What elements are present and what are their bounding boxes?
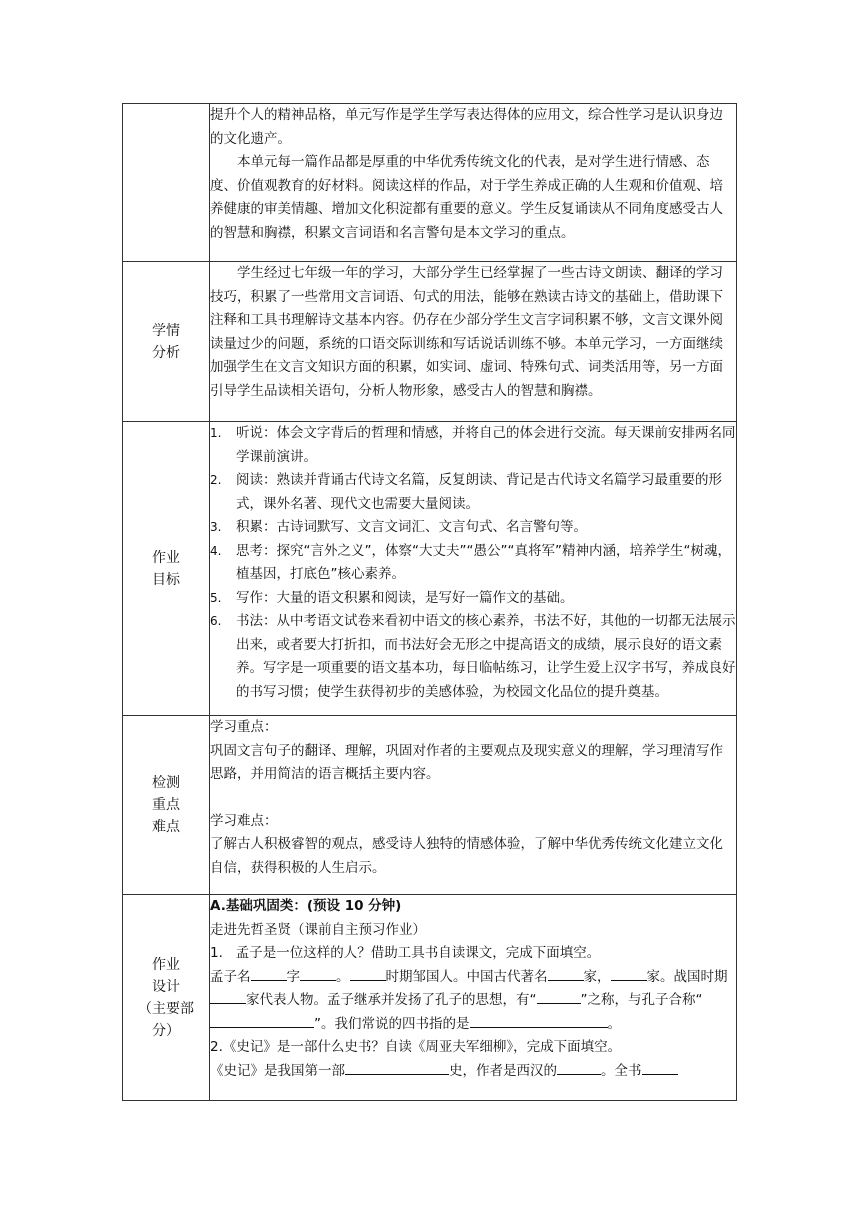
student-analysis-label: 学情 分析 (123, 262, 210, 422)
goal-item-1: 1. 听说：体会文字背后的哲理和情感，并将自己的体会进行交流。每天课前安排两名同学课前演讲。 (210, 425, 736, 465)
question-1-fill: 孟子名 字 。 时期邹国人。中国古代著名 家， 家。战国时期家代表人物。孟子继承并发扬了孔子的思想，有“ ”之称，与孔子合称“”。我们常说的四书指的是 。 (210, 966, 736, 1037)
fill-blank[interactable] (470, 1013, 608, 1028)
fill-blank[interactable] (210, 989, 246, 1004)
focus-title: 学习重点： (210, 719, 278, 735)
homework-design-row (123, 895, 737, 1101)
lesson-plan-table (122, 103, 737, 1101)
unit-intro-paragraph-1: 提升个人的精神品格，单元写作是学生学写表达得体的应用文，综合性学习是认识身边的文化遗产。 (210, 107, 723, 147)
fill-blank[interactable] (300, 966, 336, 981)
question-2-fill: 《史记》是我国第一部 史，作者是西汉的 。全书 (210, 1060, 736, 1084)
unit-intro-row (123, 104, 737, 262)
student-analysis-cell (210, 262, 737, 422)
fill-blank[interactable] (611, 966, 647, 981)
unit-intro-cell (210, 104, 737, 262)
fill-blank[interactable] (548, 966, 584, 981)
goal-item-4: 4. 思考：探究“言外之义”，体察“大丈夫”“愚公”“真将军”精神内涵，培养学生“树魂，植基因，打底色”核心素养。 (210, 542, 731, 582)
homework-design-cell (210, 895, 737, 1101)
difficulty-text: 了解古人积极睿智的观点，感受诗人独特的情感体验，了解中华优秀传统文化建立文化自信，获得积极的人生启示。 (210, 836, 723, 876)
goal-item-5: 5. 写作：大量的语文积累和阅读，是写好一篇作文的基础。 (210, 589, 574, 606)
key-points-cell (210, 716, 737, 895)
focus-text: 巩固文言句子的翻译、理解，巩固对作者的主要观点及现实意义的理解，学习理清写作思路，并用简洁的语言概括主要内容。 (210, 742, 723, 782)
student-analysis-text: 学生经过七年级一年的学习，大部分学生已经掌握了一些古诗文朗读、翻译的学习技巧，积累了一些常用文言词语、句式的用法，能够在熟读古诗文的基础上，借助课下注释和工具书理解诗文基本内容。仍存在少部分学生文言字词积累不够，文言文课外阅读量过少的问题，系统的口语交际训练和写话说话训练不够。本单元学习，一方面继续加强学生在文言文知识方面的积累，如实词、虚词、特殊句式、词类活用等，另一方面引导学生品读相关语句，分析人物形象，感受古人的智慧和胸襟。 (210, 265, 723, 399)
goal-item-6: 6. 书法：从中考语文试卷来看初中语文的核心素养，书法不好，其他的一切都无法展示出来，或者要大打折扣，而书法好会无形之中提高语文的成绩，展示良好的语文素养。写字是一项重要的语文基本功，每日临帖练习，让学生爱上汉字书写，养成良好的书写习惯；使学生获得初步的美感体验，为校园文化品位的提升奠基。 (210, 613, 736, 700)
homework-goals-label: 作业 目标 (123, 422, 210, 716)
fill-blank[interactable] (345, 1060, 449, 1075)
question-1-title: 1. 孟子是一位这样的人？借助工具书自读课文，完成下面填空。 (210, 945, 601, 961)
goal-item-2: 2. 阅读：熟读并背诵古代诗文名篇，反复朗读、背记是古代诗文名篇学习最重要的形式，课外名著、现代文也需要大量阅读。 (210, 472, 722, 512)
homework-goals-cell (210, 422, 737, 716)
homework-goals-list (210, 422, 736, 704)
unit-intro-label-cell (123, 104, 210, 262)
fill-blank[interactable] (537, 989, 581, 1004)
fill-blank[interactable] (350, 966, 386, 981)
unit-intro-paragraph-2: 本单元每一篇作品都是厚重的中华优秀传统文化的代表，是对学生进行情感、态度、价值观教育的好材料。阅读这样的作品，对于学生养成正确的人生观和价值观、培养健康的审美情趣、增加文化积淀都有重要的意义。学生反复诵读从不同角度感受古人的智慧和胸襟，积累文言词语和名言警句是本文学习的重点。 (210, 154, 723, 241)
student-analysis-row (123, 262, 737, 422)
fill-blank[interactable] (210, 1013, 314, 1028)
fill-blank[interactable] (642, 1060, 678, 1075)
fill-blank[interactable] (251, 966, 287, 981)
homework-goals-row (123, 422, 737, 716)
fill-blank[interactable] (557, 1060, 601, 1075)
section-subtitle: 走进先哲圣贤（课前自主预习作业） (210, 921, 426, 938)
key-points-label: 检测 重点 难点 (123, 716, 210, 895)
key-points-row (123, 716, 737, 895)
goal-item-3: 3. 积累：古诗词默写、文言文词汇、文言句式、名言警句等。 (210, 519, 587, 535)
homework-design-label: 作业 设计 （主要部 分） (123, 895, 210, 1101)
difficulty-title: 学习难点： (210, 812, 278, 829)
section-title: A.基础巩固类：(预设 10 分钟) (210, 898, 402, 914)
question-2-title: 2.《史记》是一部什么史书？自读《周亚夫军细柳》，完成下面填空。 (210, 1039, 622, 1055)
